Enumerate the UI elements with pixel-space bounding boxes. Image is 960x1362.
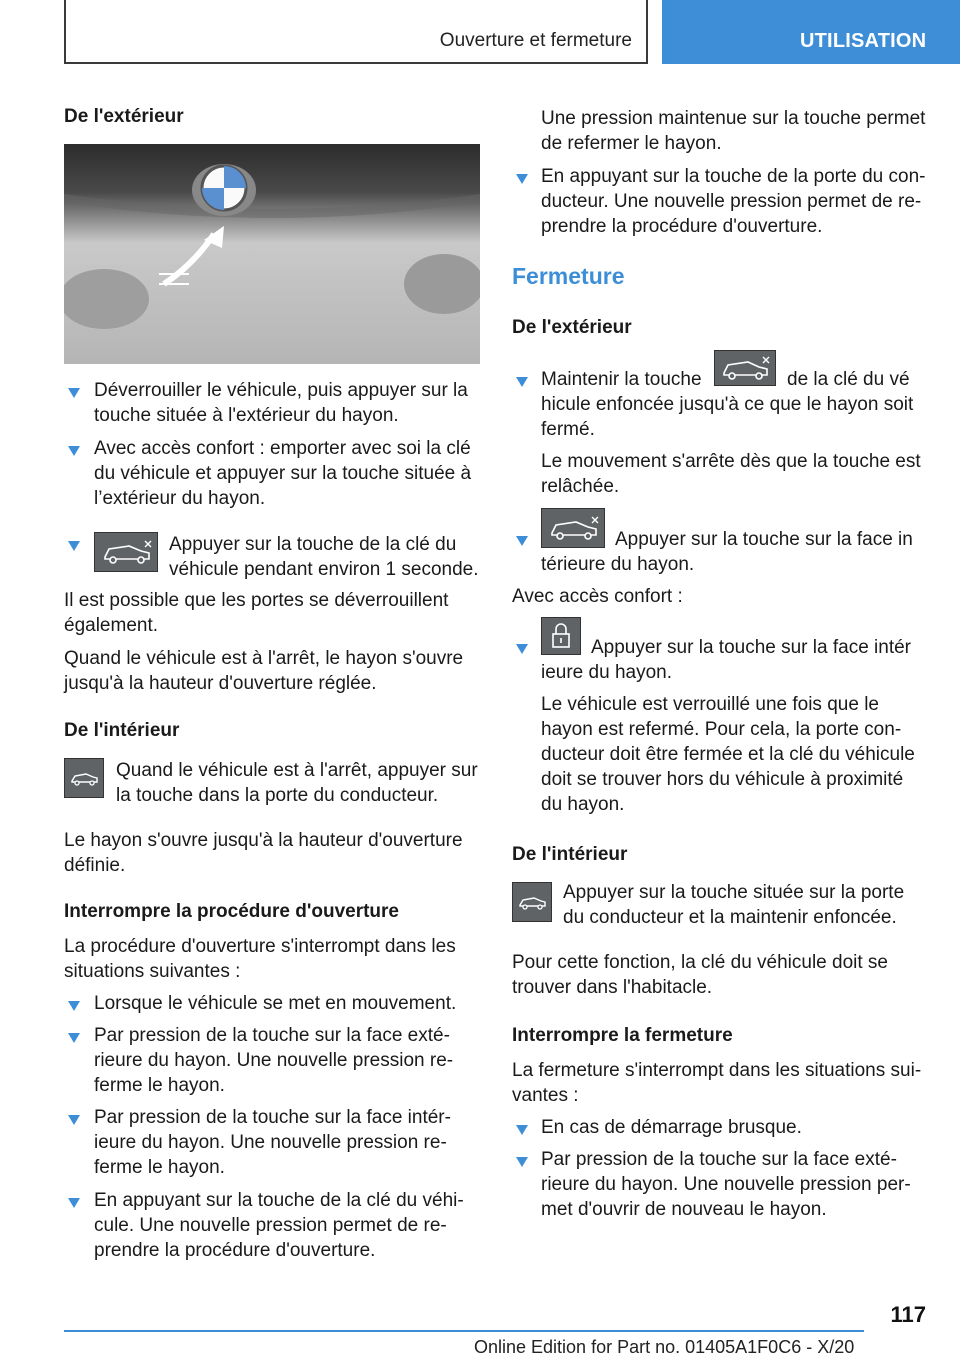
bullet-marker [516,644,528,654]
door-tailgate-button-icon [64,758,104,798]
footer-divider [64,1330,864,1332]
bullet-marker [68,1033,80,1043]
bullet-marker [68,446,80,456]
subheading-interrupt-opening: Interrompre la procédure d'ouverture [64,901,399,922]
bullet-marker [68,1001,80,1011]
tailgate-illustration [64,144,480,364]
lock-icon [541,617,581,655]
bullet-marker [68,388,80,398]
tailgate-button-icon [541,508,605,548]
interior-hold-instruction: Appuyer sur la touche située sur la porte du conducteur et la maintenir enfoncée. [563,882,905,928]
bullet-vehicle-moves: Lorsque le véhicule se met en mouvement. [94,993,457,1014]
vehicle-locked-note: Le véhicule est verrouillé une fois que le hayon est refermé. Pour cela, la porte conducteur doit être fermée et la clé du véhicule doit se trouver hors du véhicule à proximité du hayon. [541,694,915,815]
bullet-marker [516,174,528,184]
footer-edition: Online Edition for Part no. 01405A1F0C6 - X/20 [474,1337,855,1357]
left-subheading-exterior: De l'extérieur [64,106,184,127]
bullet-interior-button: Par pression de la touche sur la face intérieure du hayon. Une nouvelle pression referme le hayon. [94,1107,451,1178]
chapter-title: Ouverture et fermeture [439,30,632,51]
interior-press-instruction: Quand le véhicule est à l'arrêt, appuyer sur la touche dans la porte du conducteur. [116,760,478,806]
bullet-marker [516,536,528,546]
tailgate-photo [64,144,480,364]
right-subheading-interior: De l'intérieur [512,844,628,865]
para-opens-to-height: Quand le véhicule est à l'arrêt, le hayon s'ouvre jusqu'à la hauteur d'ouverture réglée. [64,648,464,694]
bullet-key-button: En appuyant sur la touche de la clé du véhicule. Une nouvelle pression permet de reprendre la procédure d'ouverture. [94,1190,464,1261]
bullet-marker [516,1157,528,1167]
inner-face-button-continuation: térieure du hayon. [541,554,695,575]
bullet-key-press-one-second: Appuyer sur la touche de la clé du véhicule pendant environ 1 seconde. [169,534,479,580]
hold-key-text-continuation: hicule enfoncée jusqu'à ce que le hayon soit fermé. [541,394,914,440]
section-heading-closing: Fermeture [512,263,625,289]
hold-key-text-end: de la clé du vé [787,369,910,390]
bullet-sudden-start: En cas de démarrage brusque. [541,1117,802,1138]
section-tab[interactable]: UTILISATION [662,0,960,64]
lock-press-text: Appuyer sur la touche sur la face intér [591,637,912,658]
bullet-comfort-access: Avec accès confort : emporter avec soi la clé du véhicule et appuyer sur la touche située à l’extérieur du hayon. [94,438,472,509]
para-interrupt-situations: La procédure d'ouverture s'interrompt dans les situations suivantes : [64,936,456,982]
bullet-marker [68,1115,80,1125]
bullet-driver-door-button: En appuyant sur la touche de la porte du conducteur. Une nouvelle pression permet de reprendre la procédure d'ouverture. [541,166,926,237]
bullet-exterior-button-close: Par pression de la touche sur la face extérieure du hayon. Une nouvelle pression permet d'ouvrir de nouveau le hayon. [541,1149,911,1220]
bullet-unlock-then-press: Déverrouiller le véhicule, puis appuyer sur la touche située à l'extérieur du hayon. [94,380,468,426]
page-number: 117 [890,1302,926,1327]
para-doors-unlock: Il est possible que les portes se déverrouillent également. [64,590,449,636]
header-frame [64,0,648,64]
door-close-button-icon [512,882,552,922]
car-key-close-icon [714,350,776,386]
para-key-inside: Pour cette fonction, la clé du véhicule doit se trouver dans l'habitacle. [512,952,889,998]
right-subheading-exterior: De l'extérieur [512,317,632,338]
bullet-marker [68,541,80,551]
bullet-exterior-button: Par pression de la touche sur la face extérieure du hayon. Une nouvelle pression referme le hayon. [94,1025,454,1096]
bullet-marker [516,1125,528,1135]
left-subheading-interior: De l'intérieur [64,720,180,741]
subheading-interrupt-closing: Interrompre la fermeture [512,1025,733,1046]
bullet-marker [68,1198,80,1208]
lock-press-continuation: ieure du hayon. [541,662,672,683]
bullet-marker [516,377,528,387]
movement-stops-note: Le mouvement s'arrête dès que la touche est relâchée. [541,451,921,497]
para-opens-defined-height: Le hayon s'ouvre jusqu'à la hauteur d'ouverture définie. [64,830,463,876]
car-key-tailgate-icon [94,532,158,572]
hold-key-text-start: Maintenir la touche [541,369,702,390]
continued-text: Une pression maintenue sur la touche permet de refermer le hayon. [541,108,926,154]
inner-face-button-text: Appuyer sur la touche sur la face in [615,529,913,550]
comfort-access-label: Avec accès confort : [512,586,683,607]
para-close-interrupt-situations: La fermeture s'interrompt dans les situations suivantes : [512,1060,922,1106]
